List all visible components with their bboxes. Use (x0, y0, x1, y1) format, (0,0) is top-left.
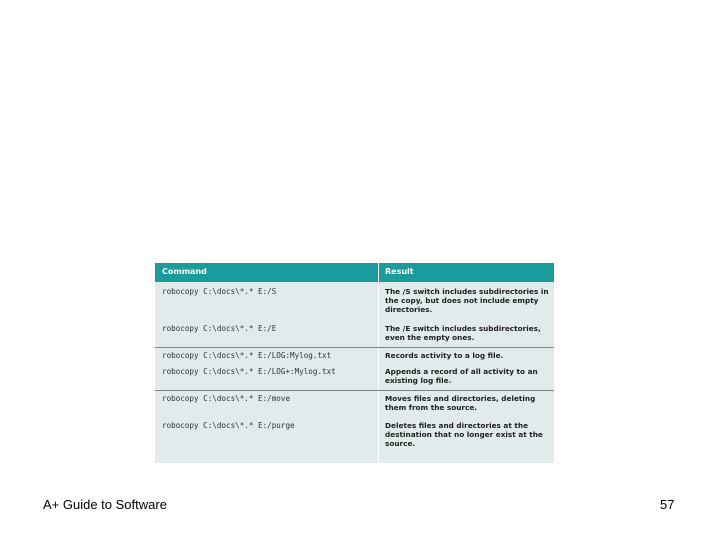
robocopy-switch-table (155, 263, 554, 463)
table-row-command: robocopy C:\docs\*.* E:/E (162, 324, 277, 333)
row-group-divider (155, 347, 554, 348)
table-header (155, 263, 554, 282)
table-row-result: The /S switch includes subdirectories in the copy, but does not include empty directories. (385, 287, 549, 314)
table-row-command: robocopy C:\docs\*.* E:/move (162, 394, 291, 403)
column-header-command: Command (162, 267, 207, 276)
footer-title: A+ Guide to Software (43, 497, 167, 512)
table-row-result: Records activity to a log file. (385, 351, 504, 360)
table-row-command: robocopy C:\docs\*.* E:/LOG+:Mylog.txt (162, 367, 336, 376)
table-row-result: Appends a record of all activity to an existing log file. (385, 367, 538, 385)
table-row-command: robocopy C:\docs\*.* E:/purge (162, 421, 295, 430)
table-row-result: The /E switch includes subdirectories, even the empty ones. (385, 324, 541, 342)
page-number: 57 (660, 497, 675, 512)
table-row-result: Deletes files and directories at the destination that no longer exist at the source. (385, 421, 543, 448)
column-header-result: Result (385, 267, 414, 276)
row-group-divider (155, 390, 554, 391)
column-divider (378, 263, 379, 463)
table-row-command: robocopy C:\docs\*.* E:/S (162, 287, 277, 296)
table-row-command: robocopy C:\docs\*.* E:/LOG:Mylog.txt (162, 351, 332, 360)
table-row-result: Moves files and directories, deleting them from the source. (385, 394, 536, 412)
